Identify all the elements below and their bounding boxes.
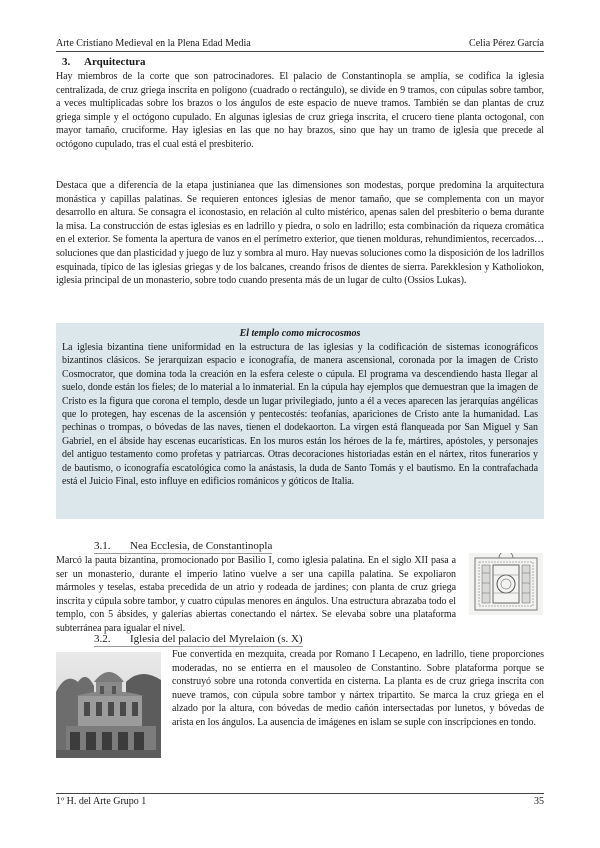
floor-plan-image <box>469 553 543 615</box>
church-photo-drawing <box>56 652 161 758</box>
box-body: La iglesia bizantina tiene uniformidad en la estructura de las iglesias y la codificación de sistemas iconográficos bizantinos clásicos. Se jerarquizan espacio e iconografía, de manera ascensional, coronada por la imagen de Cristo Cosmocrator, que domina toda la creación en la esfera celeste o cúpula. El programa va descendiendo hasta llegar al suelo, donde están los fieles; de lo material a lo inmaterial. En la cúpula hay ejemplos que demuestran que la imagen de Cristo es la figura que corona el templo, desde un lugar privilegiado, junto a él a veces aparecen las jerarquías angélicas que lo protegen, hay escenas de la ascensión y pentecostés: teofanías, apariciones de Cristo ante la humanidad. Las pechinas o trompas, o bóvedas de las naves, tienen el dodekaorton. La virgen está flanqueada por San Miguel y San Gabriel, en el ábside hay escenas eucarísticas. En los muros están los héroes de la fe, mártires, apóstoles, y personajes del antiguo testamento como profetas y patriarcas. Otras decoraciones historiadas están en el nártex, ritos funerarios y de bautismo, o iconografía escatológica como la anástasis, la duda de Santo Tomás y el bautismo. En la contrafachada está el Juicio Final, esto influye en edificios románicos y góticos de Italia. <box>62 342 538 488</box>
floor-plan-drawing <box>469 553 543 615</box>
section-heading <box>62 56 146 68</box>
subsection-heading-3-1 <box>94 539 272 554</box>
section-number: 3. <box>62 56 71 68</box>
subsection-number: 3.1. <box>94 540 111 552</box>
paragraph-1: Hay miembros de la corte que son patrocinadores. El palacio de Constantinopla se amplía, se codifica la iglesia centralizada, de cruz griega inscrita en polígono (cuadrado o rectángulo), se divide en 9 tramos, con cúpulas sobre tambor, a veces multiplicadas sobre los brazos o los ángulos de este espacio de nueve tramos. También se dan plantas de cruz griega simple y el octógono cupulado. En algunas iglesias de cruz griega inscrita, el crucero tiene planta octogonal, con mayor tamaño, cruciforme. Hay iglesias en las que no hay brazos, sino que hay un tramo de iglesia que precede al octógono cupulado, tras el cual está el presbiterio. <box>56 71 544 150</box>
highlight-box <box>56 323 544 519</box>
subsection-body-3-1: Marcó la pauta bizantina, promocionado por Basilio I, como iglesia palatina. En el siglo XII pasa a ser un monasterio, durante el imperio latino vuelve a ser una capilla palatina. Se expoliaron mármoles y teselas, estaba precedida de un atrio y rodeada de jardines; con planta de cruz griega inscrita y cúpula sobre tambor, y cuatro cúpulas menores en ángulos. Una estructura abrazaba todo el templo, con 5 ábsides, y galerías abiertas conectando el nártex. Se elevaba sobre una plataforma subterránea para igualar el nivel. <box>56 555 456 634</box>
box-title: El templo como microcosmos <box>239 328 361 339</box>
page-number: 35 <box>534 796 544 807</box>
header-author: Celia Pérez García <box>469 38 544 49</box>
subsection-heading-3-2 <box>94 632 303 647</box>
subsection-title: Iglesia del palacio del Myrelaion (s. X) <box>130 633 303 645</box>
subsection-body-3-2: Fue convertida en mezquita, creada por Romano I Lecapeno, en ladrillo, tiene proporciones moderadas, no se entierra en el mausoleo de Constantino. Sobre plataforma porque se construyó sobre una rotonda convertida en cisterna. La planta es de cruz griega inscrita con nueve tramos, con cúpula sobre tambor y nártex tripartito. Se marca la cruz griega en el alzado por la altura, con bóvedas de medio cañón intersectadas por lunetos, y bóvedas de arista en los ángulos. La ausencia de imágenes en islam se suple con inscripciones en tondo. <box>172 649 544 728</box>
paragraph-2: Destaca que a diferencia de la etapa justinianea que las dimensiones son modestas, porque predomina la arquitectura monástica y capillas palatinas. Se requieren entonces iglesias de menor tamaño, que se complementa con un mayor desarrollo en altura. Se consagra el iconostasio, en relación al culto mistérico, apenas salen del presbiterio o bema durante la misa. La construcción de estas iglesias es en ladrillo y piedra, o solo en ladrillo; esta combinación da riqueza cromática en el exterior. Se fomenta la apertura de vanos en el perímetro exterior, que tienen molduras, rehundimientos, recercados… soluciones que dan plasticidad y juego de luz y sombra al muro. Hay nuevas soluciones como la disposición de los ladrillos esquinada, típico de las iglesias griegas y de los balcanes, creando frisos de dientes de sierra. Parekklesion y Katholiokon, iglesia principal de un monasterio, sobre todo cuando presenta más de un lugar de culto (Ossios Lukas). <box>56 180 544 287</box>
footer-course: 1º H. del Arte Grupo 1 <box>56 796 147 807</box>
header-course-title: Arte Cristiano Medieval en la Plena Edad Media <box>56 38 251 49</box>
section-title: Arquitectura <box>84 56 146 68</box>
page-footer <box>56 793 544 810</box>
running-header <box>56 37 544 52</box>
church-photo <box>56 652 161 758</box>
subsection-number: 3.2. <box>94 633 111 645</box>
subsection-title: Nea Ecclesia, de Constantinopla <box>130 540 273 552</box>
